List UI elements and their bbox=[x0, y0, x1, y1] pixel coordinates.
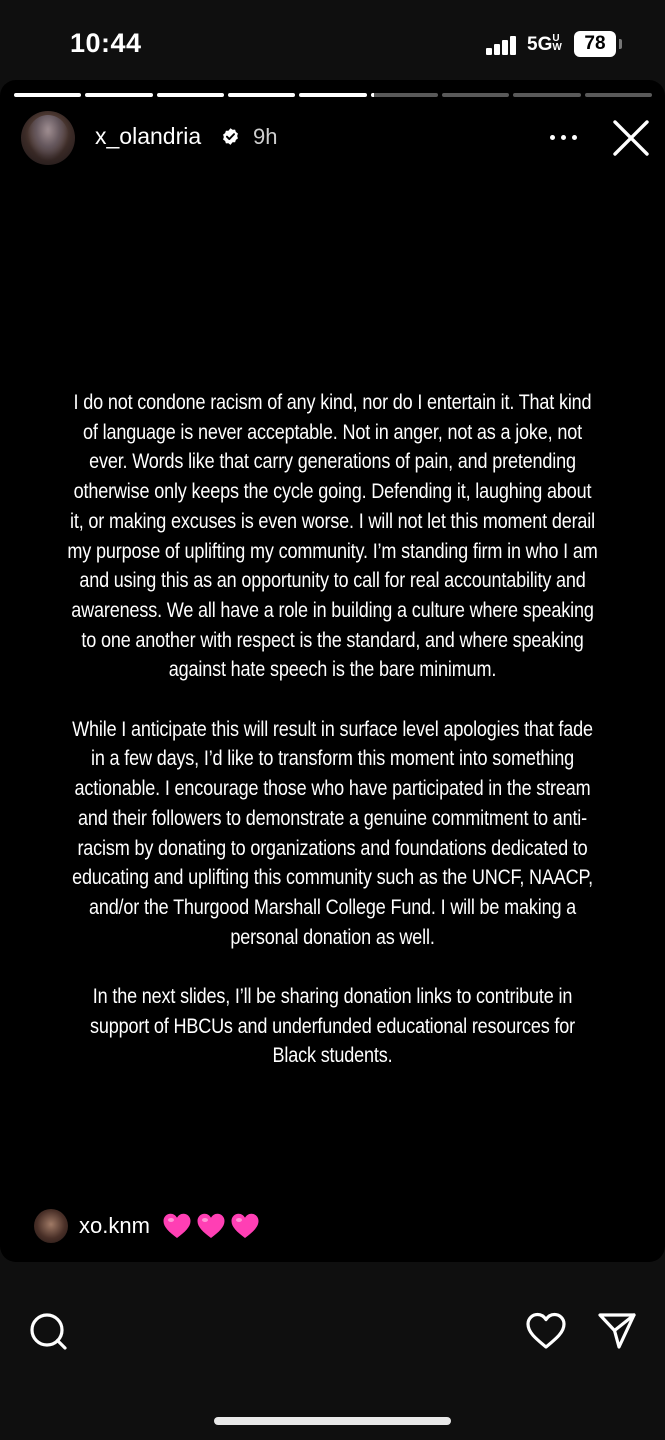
story-progress-bar bbox=[14, 93, 652, 97]
story-bottom-bar bbox=[0, 1262, 665, 1440]
progress-segment-fill bbox=[371, 93, 374, 97]
progress-segment bbox=[14, 93, 81, 97]
progress-segment-fill bbox=[14, 93, 81, 97]
story-paragraph: While I anticipate this will result in surface level apologies that fade in a few days, I’d like to transform this moment into something actionable. I encourage those who have participated in the stream and their followers to demonstrate a genuine commitment to anti-racism by donating to organizations and foundations dedicated to educating and uplifting this community such as the UNCF, NAACP, and/or the Thurgood Marshall College Fund. I will be making a personal donation as well. bbox=[72, 717, 593, 949]
signal-strength-icon bbox=[486, 35, 520, 55]
send-icon[interactable] bbox=[597, 1310, 637, 1350]
progress-segment bbox=[585, 93, 652, 97]
progress-segment-fill bbox=[228, 93, 295, 97]
progress-segment bbox=[85, 93, 152, 97]
close-icon[interactable] bbox=[611, 118, 651, 158]
story-username[interactable]: x_olandria bbox=[95, 123, 202, 149]
progress-segment-fill bbox=[299, 93, 366, 97]
battery-tip bbox=[619, 39, 622, 49]
progress-segment bbox=[442, 93, 509, 97]
pink-heart-icon bbox=[196, 1212, 226, 1240]
story-text bbox=[67, 388, 598, 1101]
story-paragraph: In the next slides, I’ll be sharing donation links to contribute in support of HBCUs and underfunded educational resources for Black students. bbox=[90, 985, 575, 1068]
progress-segment bbox=[513, 93, 580, 97]
hearts-reaction bbox=[162, 1212, 260, 1240]
more-dots-icon[interactable] bbox=[547, 123, 581, 153]
progress-segment-fill bbox=[157, 93, 224, 97]
verified-badge-icon bbox=[221, 127, 240, 146]
mention-avatar bbox=[34, 1209, 68, 1243]
progress-segment bbox=[157, 93, 224, 97]
story-time-ago: 9h bbox=[253, 124, 278, 149]
progress-segment bbox=[228, 93, 295, 97]
pink-heart-icon bbox=[162, 1212, 192, 1240]
mention-username: xo.knm bbox=[79, 1213, 150, 1238]
network-indicator bbox=[527, 34, 564, 56]
heart-outline-icon[interactable] bbox=[525, 1311, 567, 1351]
search-icon[interactable] bbox=[28, 1311, 68, 1351]
network-type: 5G bbox=[527, 34, 553, 55]
network-subtype: UW bbox=[552, 32, 562, 53]
story-mention[interactable] bbox=[34, 1208, 260, 1244]
battery-level: 78 bbox=[574, 31, 616, 57]
progress-segment bbox=[299, 93, 366, 97]
profile-avatar[interactable] bbox=[21, 111, 75, 165]
status-time: 10:44 bbox=[70, 28, 142, 58]
progress-segment-fill bbox=[85, 93, 152, 97]
home-indicator[interactable] bbox=[214, 1417, 451, 1425]
pink-heart-icon bbox=[230, 1212, 260, 1240]
status-bar bbox=[0, 0, 665, 80]
progress-segment bbox=[371, 93, 438, 97]
story-paragraph: I do not condone racism of any kind, nor do I entertain it. That kind of language is never acceptable. Not in anger, not as a joke, not ever. Words like that carry generations of pain, and pretending otherwise only keeps the cycle going. Defending it, laughing about it, or making excuses is even worse. I will not let this moment derail my purpose of uplifting my community. I’m standing firm in who I am and using this as an opportunity to call for real accountability and awareness. We all have a role in building a culture where speaking to one another with respect is the standard, and where speaking against hate speech is the bare minimum. bbox=[67, 391, 598, 682]
